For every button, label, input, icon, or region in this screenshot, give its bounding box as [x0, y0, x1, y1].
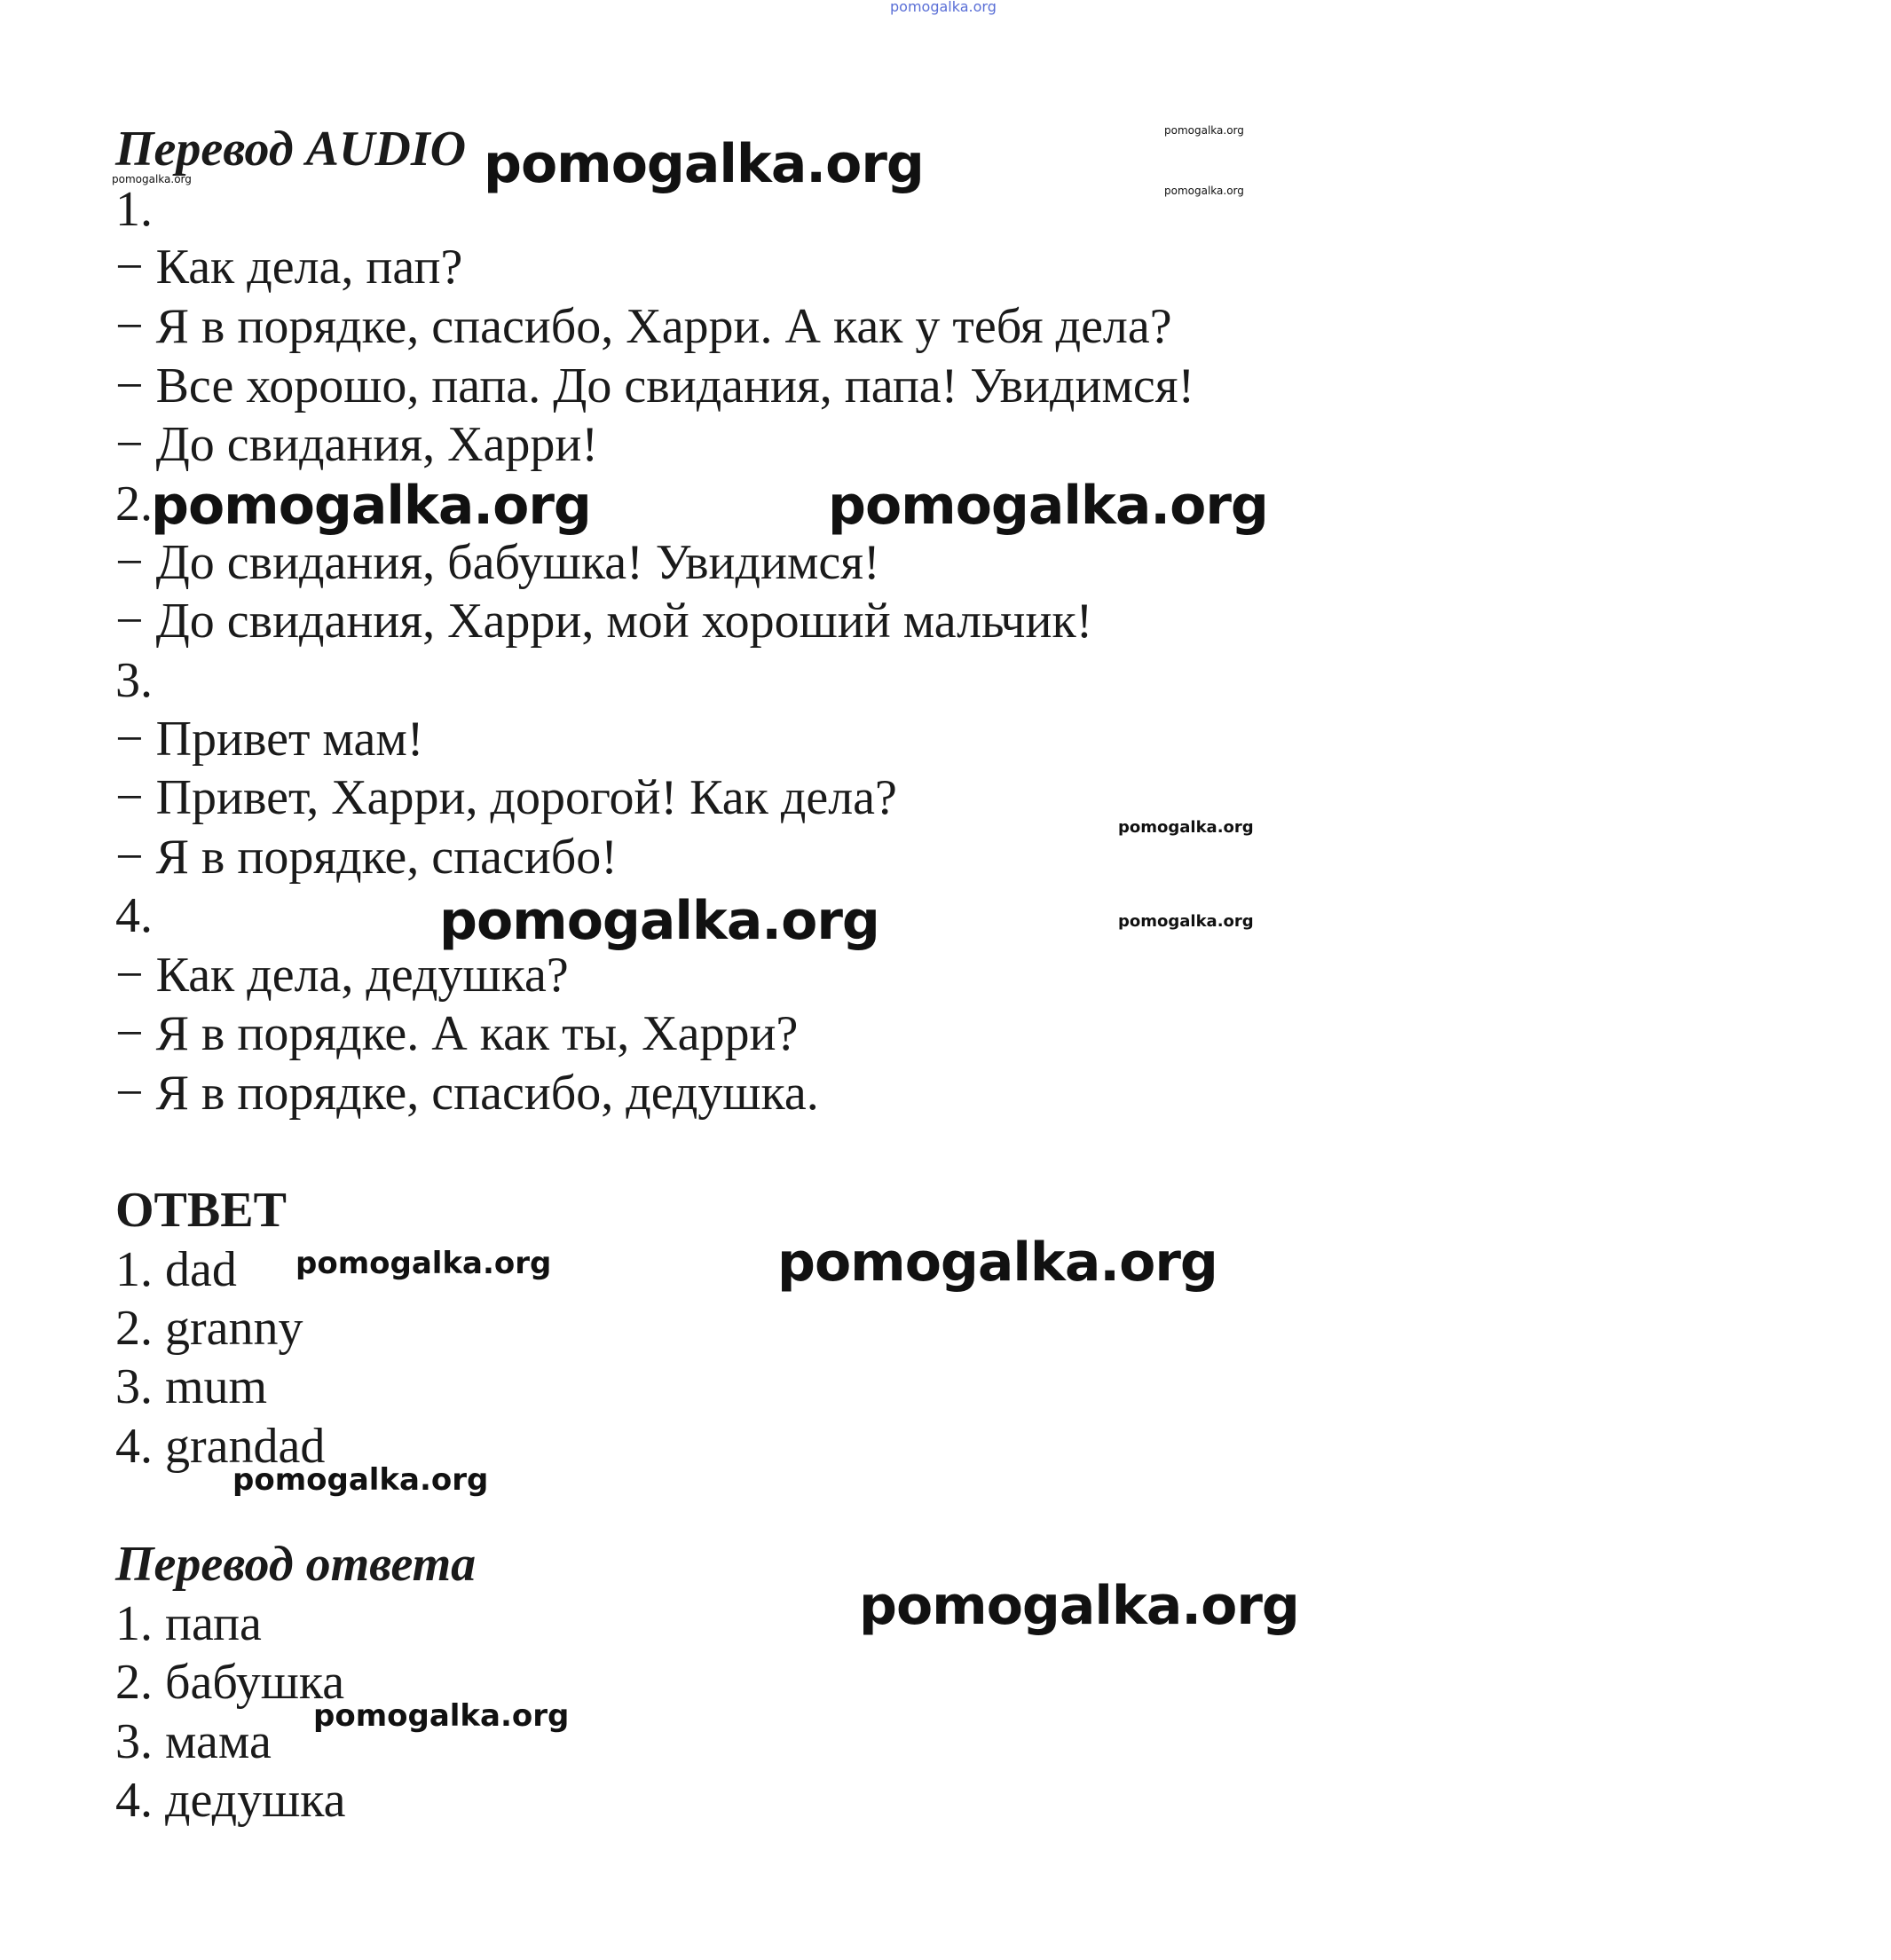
answer-item: 3. mum	[115, 1359, 268, 1414]
dialogue-line: − Все хорошо, папа. До свидания, папа! Увидимся!	[115, 358, 1195, 413]
watermark: pomogalka.org	[439, 890, 879, 952]
dialogue-line: − Я в порядке. А как ты, Харри?	[115, 1006, 799, 1061]
dialogue-line: − До свидания, Харри, мой хороший мальчик!	[115, 594, 1093, 649]
dialogue-line: − Я в порядке, спасибо!	[115, 830, 618, 885]
watermark: pomogalka.org	[828, 475, 1268, 537]
watermark: pomogalka.org	[777, 1232, 1217, 1294]
dialogue-line: − Как дела, дедушка?	[115, 948, 569, 1003]
section-number: 2.	[115, 476, 153, 531]
dialogue-line: − Как дела, пап?	[115, 240, 463, 295]
dialogue-line: − Я в порядке, спасибо, Харри. А как у тебя дела?	[115, 299, 1172, 354]
answer-item: 2. granny	[115, 1301, 303, 1356]
answer-translation-item: 2. бабушка	[115, 1655, 345, 1710]
watermark: pomogalka.org	[1118, 912, 1254, 931]
answer-translation-item: 1. папа	[115, 1596, 262, 1651]
dialogue-line: − Привет, Харри, дорогой! Как дела?	[115, 770, 897, 825]
section-number: 3.	[115, 653, 153, 708]
watermark: pomogalka.org	[1118, 818, 1254, 837]
watermark: pomogalka.org	[112, 173, 192, 185]
dialogue-line: − Привет мам!	[115, 712, 424, 767]
watermark: pomogalka.org	[151, 475, 591, 537]
watermark: pomogalka.org	[295, 1246, 552, 1281]
section-number: 1.	[115, 182, 153, 237]
answer-translation-title: Перевод ответа	[115, 1537, 477, 1592]
answer-translation-item: 4. дедушка	[115, 1773, 346, 1828]
watermark: pomogalka.org	[1164, 185, 1244, 197]
dialogue-line: − До свидания, бабушка! Увидимся!	[115, 535, 880, 590]
watermark: pomogalka.org	[1164, 124, 1244, 137]
answer-item: 1. dad	[115, 1242, 237, 1297]
answer-translation-item: 3. мама	[115, 1714, 272, 1769]
answer-title: ОТВЕТ	[115, 1183, 287, 1238]
dialogue-line: − До свидания, Харри!	[115, 417, 599, 472]
answer-item: 4. grandad	[115, 1419, 326, 1474]
watermark: pomogalka.org	[484, 133, 924, 195]
watermark: pomogalka.org	[859, 1575, 1299, 1637]
watermark: pomogalka.org	[313, 1698, 570, 1734]
watermark-top: pomogalka.org	[890, 0, 997, 15]
audio-title: Перевод AUDIO	[115, 122, 467, 177]
section-number: 4.	[115, 888, 153, 943]
watermark: pomogalka.org	[232, 1462, 489, 1498]
dialogue-line: − Я в порядке, спасибо, дедушка.	[115, 1066, 819, 1121]
